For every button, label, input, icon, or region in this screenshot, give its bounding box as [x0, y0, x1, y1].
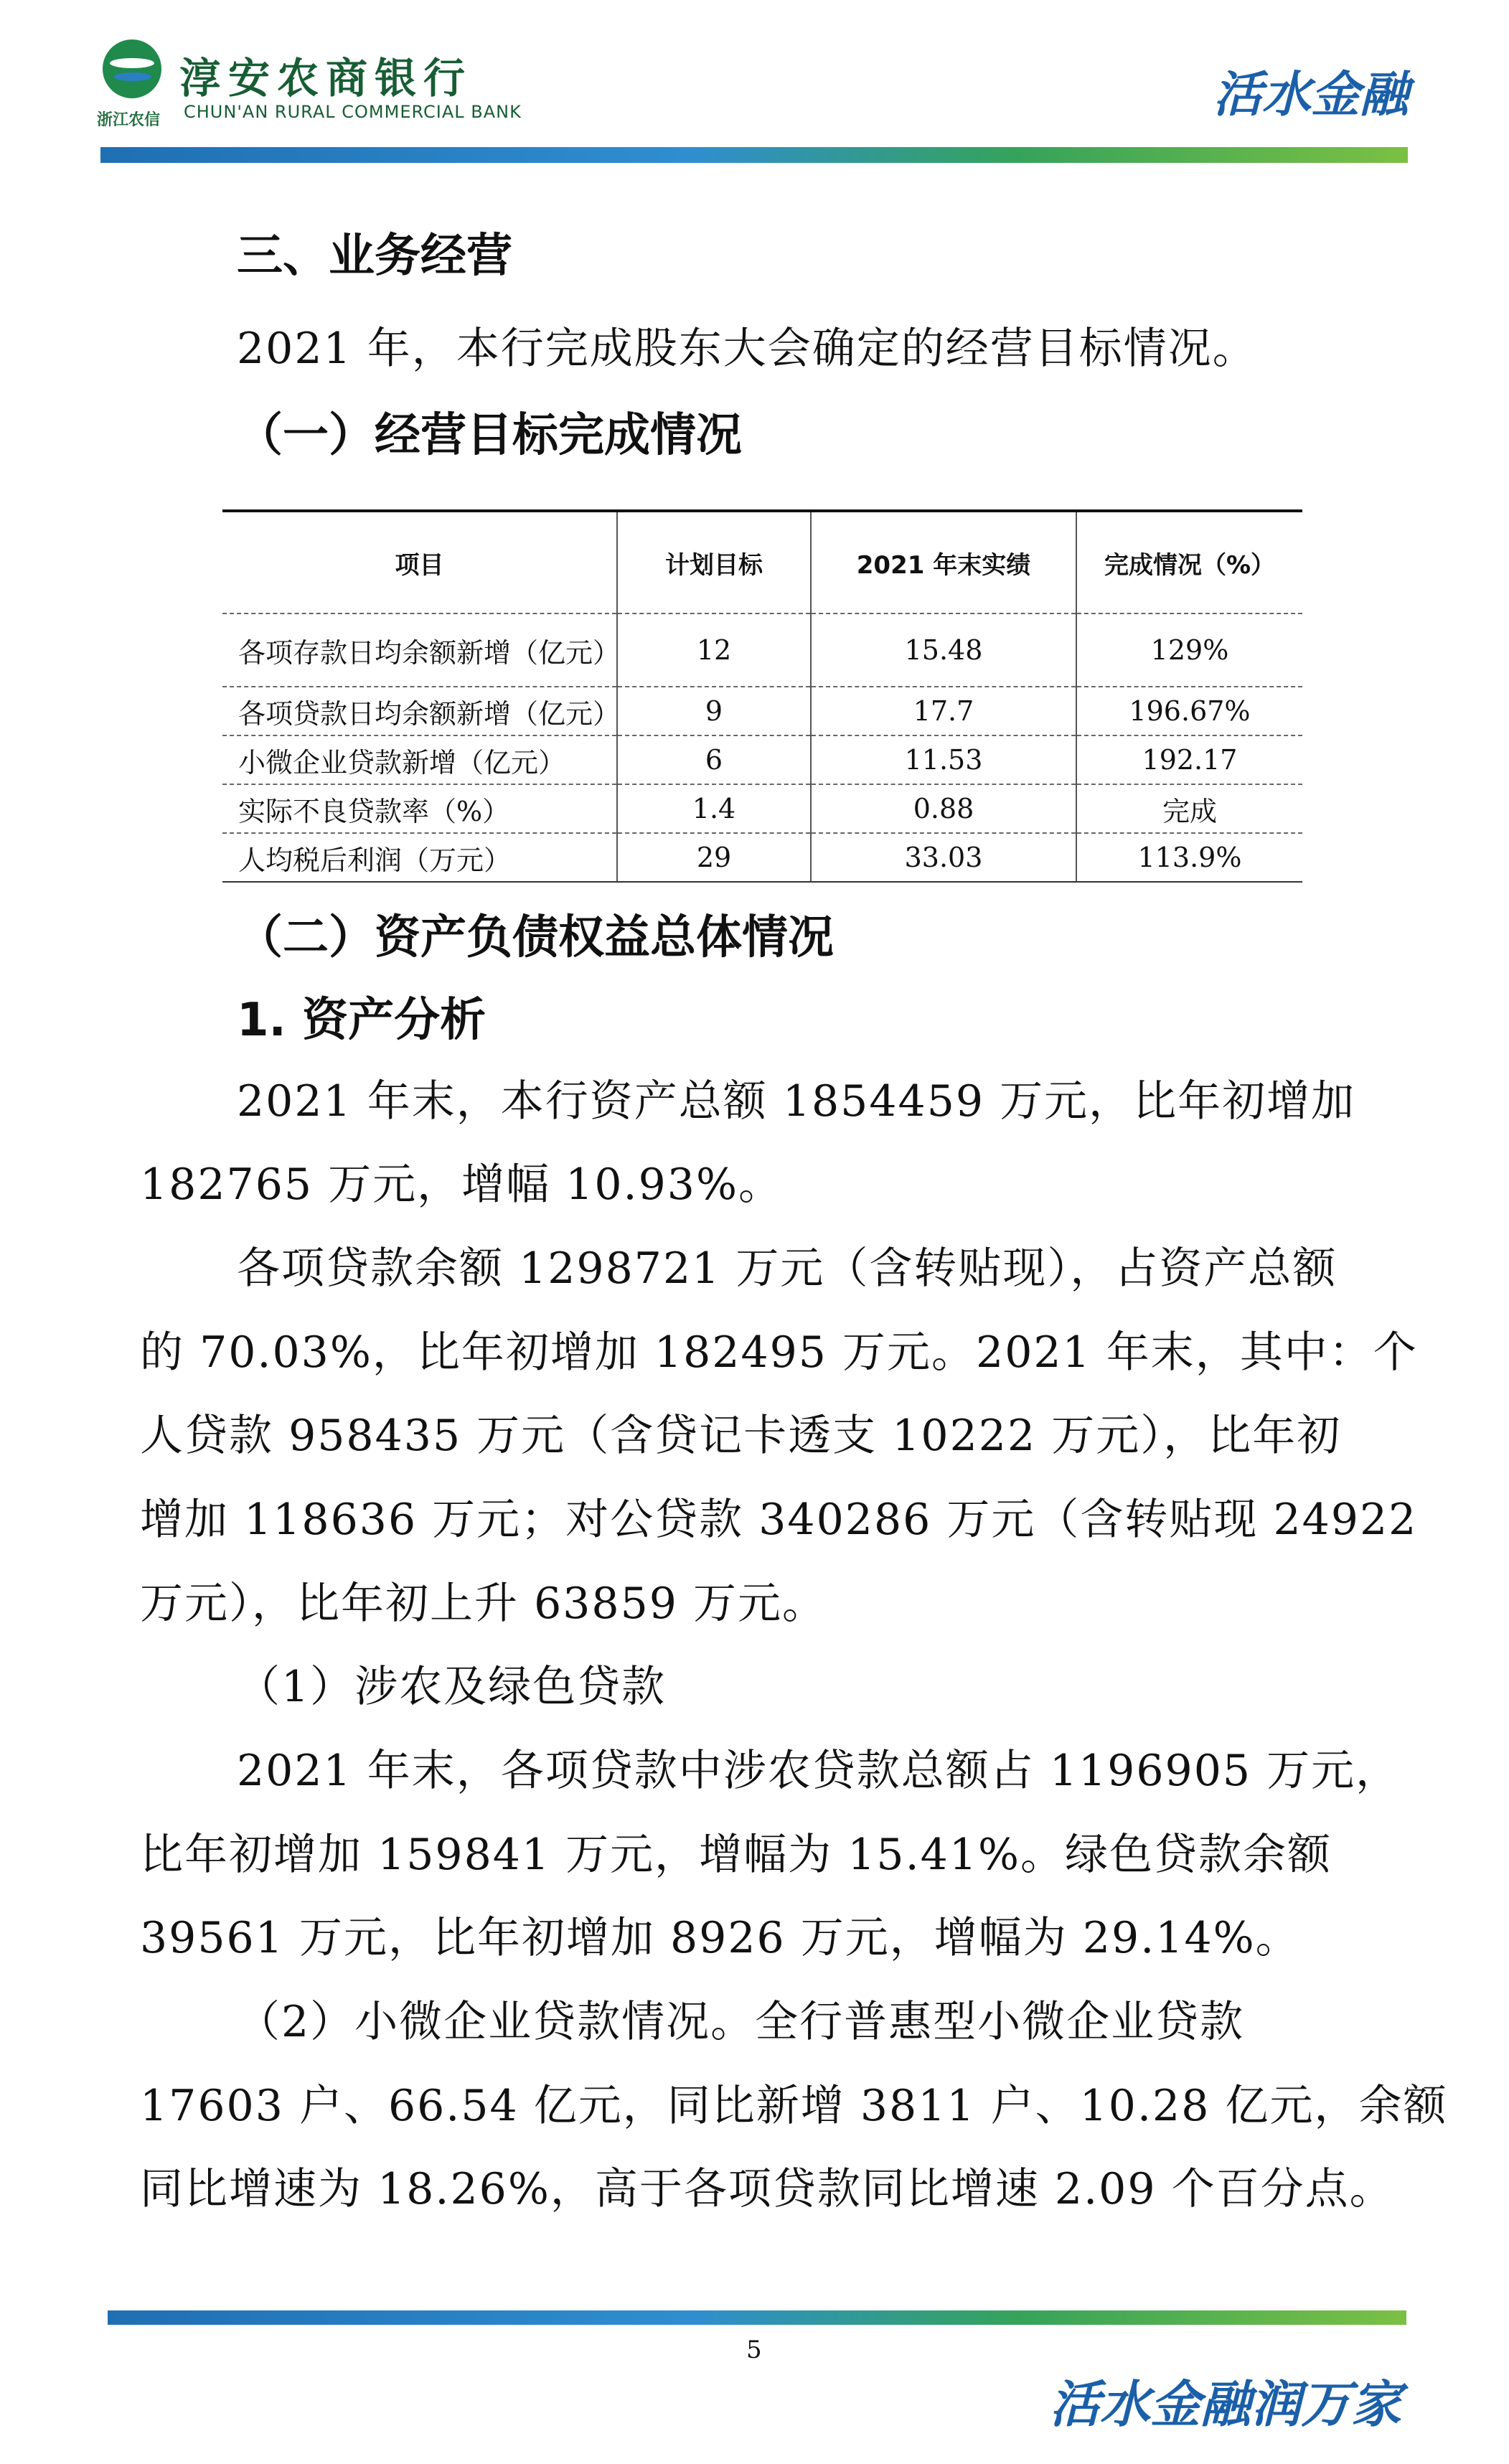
body-line: 182765 万元，增幅 10.93%。: [140, 1160, 783, 1210]
table-cell: 各项存款日均余额新增（亿元）: [222, 613, 617, 687]
page-header: [0, 0, 1509, 172]
table-cell: 11.53: [811, 735, 1076, 784]
table-row: [222, 613, 1302, 687]
bank-name-en: CHUN'AN RURAL COMMERCIAL BANK: [184, 102, 522, 122]
table-cell: 1.4: [617, 784, 811, 833]
section-title: 三、业务经营: [237, 230, 512, 283]
table-header: 项目: [222, 511, 617, 613]
table-cell: 9: [617, 687, 811, 735]
page-number: 5: [746, 2336, 762, 2364]
header-slogan: 活水金融: [1213, 66, 1409, 123]
table-cell: 12: [617, 613, 811, 687]
body-line: 各项贷款余额 1298721 万元（含转贴现），占资产总额: [237, 1243, 1338, 1294]
table-cell: 17.7: [811, 687, 1076, 735]
body-line: 的 70.03%，比年初增加 182495 万元。2021 年末，其中：个: [140, 1327, 1418, 1378]
body-line: （2）小微企业贷款情况。全行普惠型小微企业贷款: [237, 1997, 1245, 2047]
targets-table: [222, 509, 1302, 883]
table-header: 2021 年末实绩: [811, 511, 1076, 613]
body-line: 39561 万元，比年初增加 8926 万元，增幅为 29.14%。: [140, 1913, 1300, 1963]
body-line: 同比增速为 18.26%，高于各项贷款同比增速 2.09 个百分点。: [140, 2164, 1394, 2214]
body-line: 万元），比年初上升 63859 万元。: [140, 1579, 827, 1629]
table-header: 计划目标: [617, 511, 811, 613]
table-cell: 0.88: [811, 784, 1076, 833]
subsection-title-assets: 1. 资产分析: [237, 994, 486, 1047]
body-line: 2021 年末，各项贷款中涉农贷款总额占 1196905 万元，: [237, 1746, 1401, 1796]
table-cell: 33.03: [811, 833, 1076, 882]
table-cell: 113.9%: [1076, 833, 1302, 882]
header-divider: [100, 147, 1408, 163]
table-row: [222, 687, 1302, 735]
body-line: （1）涉农及绿色贷款: [237, 1662, 667, 1712]
footer-divider: [108, 2310, 1406, 2325]
logo-caption: 浙江农信: [97, 111, 161, 129]
table-row: [222, 784, 1302, 833]
table-row: [222, 735, 1302, 784]
table-cell: 29: [617, 833, 811, 882]
table-cell: 129%: [1076, 613, 1302, 687]
intro-paragraph: 2021 年，本行完成股东大会确定的经营目标情况。: [237, 324, 1257, 374]
table-row: [222, 833, 1302, 882]
footer-slogan: 活水金融润万家: [1050, 2374, 1401, 2434]
body-line: 增加 118636 万元；对公贷款 340286 万元（含转贴现 24922: [140, 1495, 1418, 1545]
table-cell: 192.17: [1076, 735, 1302, 784]
table-cell: 小微企业贷款新增（亿元）: [222, 735, 617, 784]
table-cell: 196.67%: [1076, 687, 1302, 735]
table-cell: 实际不良贷款率（%）: [222, 784, 617, 833]
table-header-row: [222, 511, 1302, 613]
table-header: 完成情况（%）: [1076, 511, 1302, 613]
table-cell: 6: [617, 735, 811, 784]
table-cell: 15.48: [811, 613, 1076, 687]
body-line: 比年初增加 159841 万元，增幅为 15.41%。绿色贷款余额: [140, 1830, 1332, 1880]
subsection-title-targets: （一）经营目标完成情况: [237, 409, 742, 462]
body-line: 2021 年末，本行资产总额 1854459 万元，比年初增加: [237, 1076, 1356, 1127]
body-line: 人贷款 958435 万元（含贷记卡透支 10222 万元），比年初: [140, 1411, 1342, 1461]
table-cell: 完成: [1076, 784, 1302, 833]
bank-name-cn: 淳安农商银行: [179, 54, 473, 103]
table-cell: 人均税后利润（万元）: [222, 833, 617, 882]
subsection-title-balance: （二）资产负债权益总体情况: [237, 911, 834, 964]
bank-logo-icon: [103, 39, 161, 98]
table-cell: 各项贷款日均余额新增（亿元）: [222, 687, 617, 735]
body-line: 17603 户、66.54 亿元，同比新增 3811 户、10.28 亿元，余额: [140, 2081, 1448, 2131]
